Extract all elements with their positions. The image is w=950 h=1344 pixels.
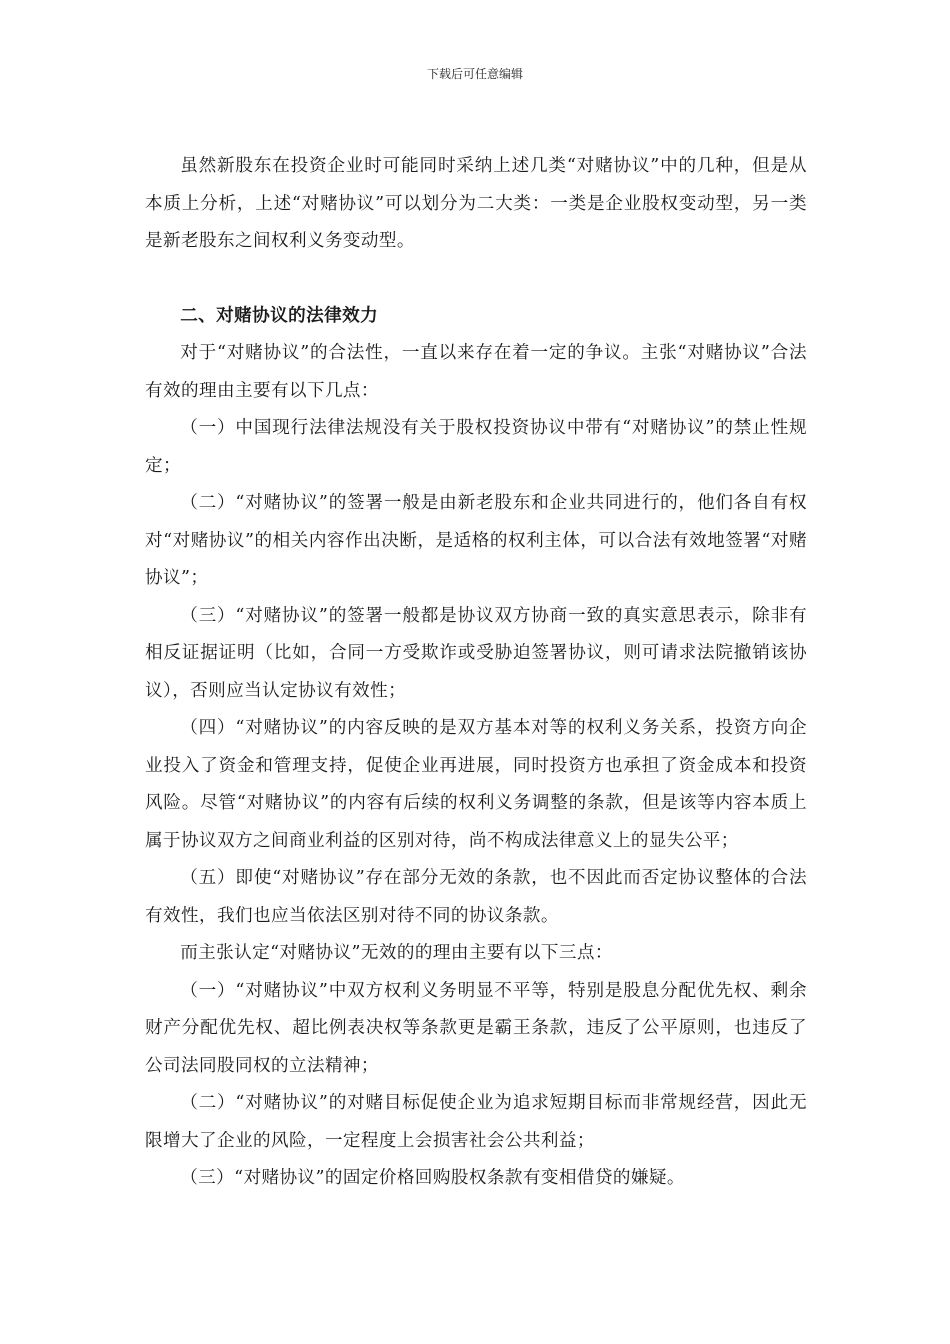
paragraph-summary: 虽然新股东在投资企业时可能同时采纳上述几类“对赌协议”中的几种，但是从本质上分析，上述“对赌协议”可以划分为二大类：一类是企业股权变动型，另一类是新老股东之间权利义务变动型。 — [145, 156, 807, 251]
paragraph-intro: 对于“对赌协议”的合法性，一直以来存在着一定的争议。主张“对赌协议”合法有效的理由主要有以下几点： — [145, 343, 807, 401]
paragraph-invalid-intro: 而主张认定“对赌协议”无效的的理由主要有以下三点： — [180, 943, 613, 963]
paragraph-valid-5: （五）即使“对赌协议”存在部分无效的条款，也不因此而否定协议整体的合法有效性，我们也应当依法区别对待不同的协议条款。 — [145, 868, 807, 926]
document-body — [145, 148, 807, 1198]
paragraph-invalid-2: （二）“对赌协议”的对赌目标促使企业为追求短期目标而非常规经营，因此无限增大了企业的风险，一定程度上会损害社会公共利益； — [145, 1093, 807, 1151]
paragraph-valid-1: （一）中国现行法律法规没有关于股权投资协议中带有“对赌协议”的禁止性规定； — [145, 418, 807, 476]
paragraph-valid-2: （二）“对赌协议”的签署一般是由新老股东和企业共同进行的，他们各自有权对“对赌协议”的相关内容作出决断，是适格的权利主体，可以合法有效地签署“对赌协议”； — [145, 493, 807, 588]
paragraph-valid-3: （三）“对赌协议”的签署一般都是协议双方协商一致的真实意思表示，除非有相反证据证明（比如，合同一方受欺诈或受胁迫签署协议，则可请求法院撤销该协议），否则应当认定协议有效性； — [145, 605, 807, 701]
section-heading: 二、对赌协议的法律效力 — [180, 305, 379, 326]
paragraph-invalid-3: （三）“对赌协议”的固定价格回购股权条款有变相借贷的嫌疑。 — [180, 1168, 685, 1188]
paragraph-invalid-1: （一）“对赌协议”中双方权利义务明显不平等，特别是股息分配优先权、剩余财产分配优先权、超比例表决权等条款更是霸王条款，违反了公平原则，也违反了公司法同股同权的立法精神； — [145, 980, 807, 1076]
page-header: 下载后可任意编辑 — [426, 67, 523, 81]
paragraph-valid-4: （四）“对赌协议”的内容反映的是双方基本对等的权利义务关系，投资方向企业投入了资金和管理支持，促使企业再进展，同时投资方也承担了资金成本和投资风险。尽管“对赌协议”的内容有后续的权利义务调整的条款，但是该等内容本质上属于协议双方之间商业利益的区别对待，尚不构成法律意义上的显失公平； — [145, 718, 807, 851]
